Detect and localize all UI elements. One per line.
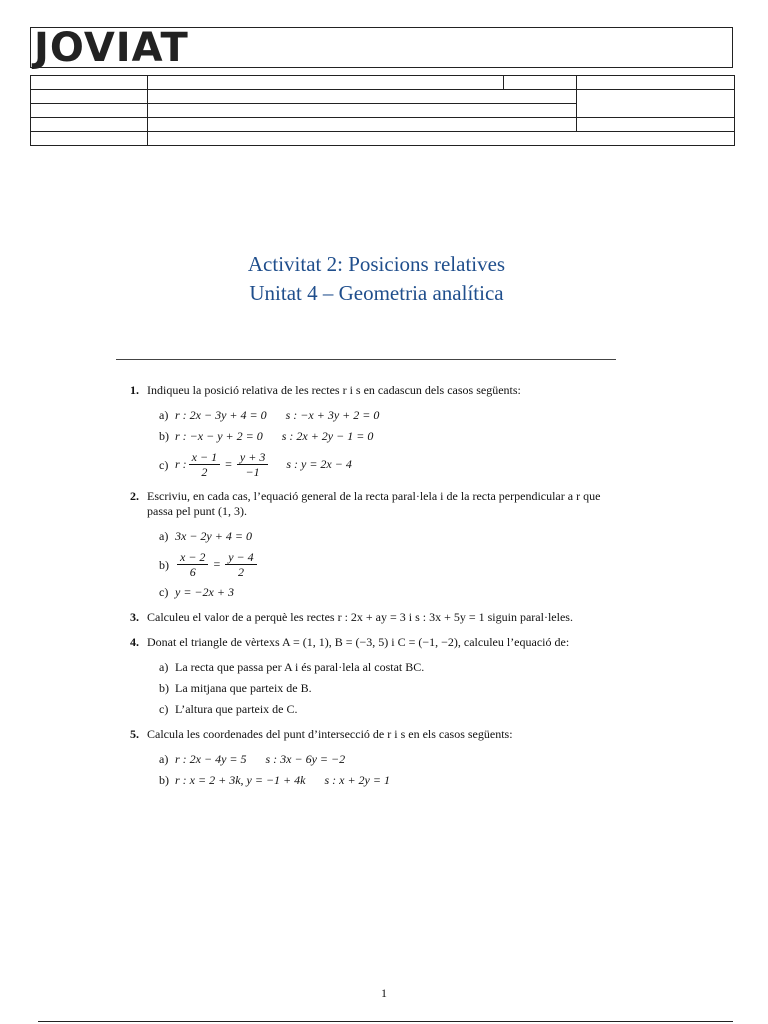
header-cell: [577, 118, 735, 132]
exercise-list: [130, 383, 620, 798]
exercise-1: [130, 383, 620, 479]
item-label: b): [159, 429, 169, 443]
header-row: [31, 132, 735, 146]
equation-s: s : y = 2x − 4: [286, 457, 352, 471]
document-title: [0, 250, 768, 308]
item-text: La recta que passa per A i és paral·lela al costat BC.: [175, 660, 425, 674]
header-cell: [31, 132, 148, 146]
header-cell: [31, 118, 148, 132]
exercise-item: [147, 660, 620, 675]
equation-r: r : 2x − 3y + 4 = 0: [175, 408, 267, 422]
exercise-5: [130, 727, 620, 788]
exercise-item: [147, 752, 620, 767]
exercise-item: [147, 773, 620, 788]
exercise-number: 3.: [130, 610, 139, 624]
denominator: 6: [189, 565, 196, 579]
item-label: c): [159, 585, 169, 599]
header-cell: [31, 90, 148, 104]
equation: y = −2x + 3: [175, 585, 234, 599]
header-cell: [577, 76, 735, 90]
page-number: 1: [381, 986, 387, 1000]
exercise-4: [130, 635, 620, 717]
header-cell: [147, 118, 576, 132]
header-row: [31, 76, 735, 90]
exercise-item: [147, 529, 620, 544]
item-label: b): [159, 773, 169, 787]
item-label: a): [159, 752, 169, 766]
header-cell: [31, 104, 148, 118]
exercise-item: [147, 408, 620, 423]
footer-divider: [38, 1021, 733, 1022]
header-row: [31, 118, 735, 132]
item-text: La mitjana que parteix de B.: [175, 681, 312, 695]
equation-r-prefix: r :: [175, 457, 187, 471]
exercise-text: Calcula les coordenades del punt d’intersecció de r i s en els casos següents:: [147, 727, 513, 741]
equation-r: r : −x − y + 2 = 0: [175, 429, 263, 443]
exercise-item: [147, 702, 620, 717]
equation-s: s : −x + 3y + 2 = 0: [285, 408, 380, 422]
fraction: [177, 550, 208, 579]
header-cell: [147, 90, 576, 104]
exercise-number: 4.: [130, 635, 139, 649]
header-cell: [504, 76, 577, 90]
fraction: [189, 450, 220, 479]
exercise-number: 2.: [130, 489, 139, 503]
exercise-item: [147, 585, 620, 600]
header-cell: [577, 90, 735, 118]
header-row: [31, 90, 735, 104]
denominator: 2: [237, 565, 244, 579]
exercise-text: Indiqueu la posició relativa de les rectes r i s en cadascun dels casos següents:: [147, 383, 521, 397]
exercise-item: b) $\frac{x - 2}{6}$ = $\frac{y - 4}{2}$: [147, 550, 620, 579]
item-label: c): [159, 702, 169, 716]
item-label: c): [159, 458, 169, 472]
item-label: b): [159, 681, 169, 695]
exercise-text: Donat el triangle de vèrtexs A = (1, 1), B = (−3, 5) i C = (−1, −2), calculeu l’equació de:: [147, 635, 570, 649]
numerator: y − 4: [225, 550, 256, 565]
exercise-item: [147, 681, 620, 696]
equation-r: r : 2x − 4y = 5: [175, 752, 247, 766]
denominator: 2: [201, 465, 208, 479]
title-line-2: Unitat 4 – Geometria analítica: [249, 281, 504, 305]
fraction: [237, 450, 268, 479]
exercise-text: Calculeu el valor de a perquè les rectes r : 2x + ay = 3 i s : 3x + 5y = 1 siguin paral·leles.: [147, 610, 573, 624]
joviat-logo: JOVIAT: [34, 25, 189, 71]
item-label: a): [159, 660, 169, 674]
numerator: x − 2: [177, 550, 208, 565]
item-text: L’altura que parteix de C.: [175, 702, 298, 716]
item-label: a): [159, 408, 169, 422]
numerator: x − 1: [189, 450, 220, 465]
exercise-number: 5.: [130, 727, 139, 741]
exercise-3: [130, 610, 620, 625]
header-cell: [147, 132, 734, 146]
exercise-2: [130, 489, 620, 600]
exercise-number: 1.: [130, 383, 139, 397]
logo-frame: [30, 25, 733, 71]
fraction: [225, 550, 256, 579]
exercise-text: Escriviu, en cada cas, l’equació general de la recta paral·lela i de la recta perpendicular a r que passa pel punt (1, 3).: [147, 489, 601, 518]
equation-s: s : x + 2y = 1: [324, 773, 390, 787]
title-line-1: Activitat 2: Posicions relatives: [247, 252, 506, 276]
equation: 3x − 2y + 4 = 0: [175, 529, 252, 543]
equation-s: s : 3x − 6y = −2: [265, 752, 346, 766]
exercise-item: [147, 429, 620, 444]
header-cell: [31, 76, 148, 90]
header-cell: [147, 76, 503, 90]
item-label: b): [159, 558, 169, 572]
equation-r: r : x = 2 + 3k, y = −1 + 4k: [175, 773, 306, 787]
exercise-item: c) r : $\frac{x - 1}{2}$ = $\frac{y + 3}{-1}$ s : y = 2x − 4: [159, 450, 352, 479]
item-label: a): [159, 529, 169, 543]
numerator: y + 3: [237, 450, 268, 465]
title-divider: [116, 359, 616, 360]
header-form-table: [30, 75, 735, 146]
header-cell: [147, 104, 576, 118]
denominator: −1: [245, 465, 260, 479]
equation-s: s : 2x + 2y − 1 = 0: [281, 429, 374, 443]
